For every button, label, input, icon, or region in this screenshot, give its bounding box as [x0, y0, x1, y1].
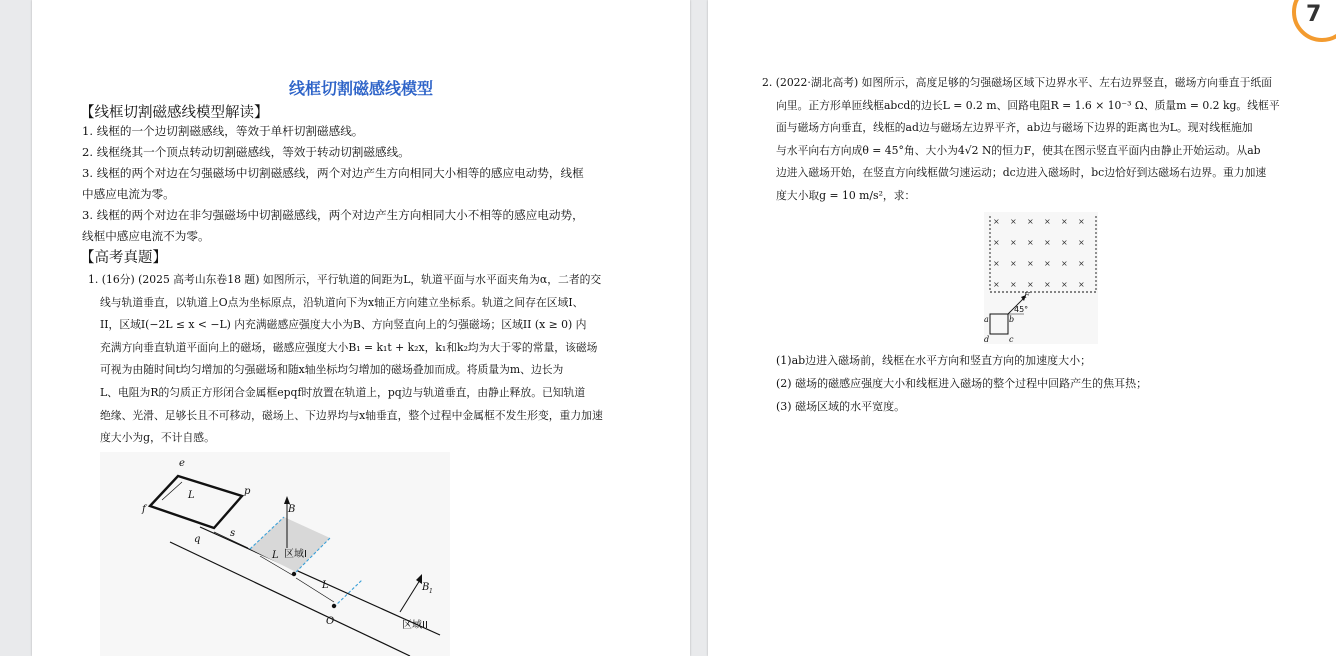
problem-2-line: 2. (2022·湖北高考) 如图所示，高度足够的匀强磁场区域下边界水平、左右边界竖直，磁场方向垂直于纸面: [762, 76, 1272, 89]
label-q: q: [194, 534, 201, 545]
figure-rails-diagram: [100, 452, 450, 656]
problem-1-line: 可视为由随时间t均匀增加的匀强磁场和随x轴坐标均匀增加的磁场叠加而成。将质量为m、边长为: [100, 363, 564, 377]
point-O: [332, 604, 336, 608]
cross-mark: ×: [1027, 238, 1034, 247]
left-page: [32, 0, 690, 656]
label-region-1: 区域I: [284, 549, 307, 560]
problem-2-line: 面与磁场方向垂直，线框的ad边与磁场左边界平齐，ab边与磁场下边界的距离也为L。现对线框施加: [776, 121, 1253, 135]
page-title: 线框切割磁感线模型: [288, 79, 433, 98]
label-L: L: [272, 550, 279, 561]
cross-mark: ×: [1010, 217, 1017, 226]
exam-heading: 【高考真题】: [80, 250, 167, 266]
problem-2: [762, 72, 1322, 208]
label-B1-sub: 1: [429, 588, 433, 595]
cross-mark: ×: [1027, 217, 1034, 226]
question-1: (1)ab边进入磁场前，线框在水平方向和竖直方向的加速度大小；: [776, 354, 1092, 367]
label-angle: 45°: [1014, 305, 1029, 314]
label-F: F: [1024, 291, 1030, 300]
interpret-item: 3. 线框的两个对边在匀强磁场中切割磁感线，两个对边产生方向相同大小相等的感应电动势，线框: [82, 166, 584, 180]
interpret-heading: 【线框切割磁感线模型解读】: [80, 105, 269, 121]
problem-1: [88, 269, 648, 450]
label-a: a: [984, 315, 989, 324]
cross-mark: ×: [1061, 259, 1068, 268]
problem-1-line: 线与轨道垂直，以轨道上O点为坐标原点，沿轨道向下为x轴正方向建立坐标系。轨道之间存在区域I、: [100, 295, 584, 309]
label-L: L: [322, 580, 329, 591]
page-number-badge: [1292, 0, 1336, 42]
problem-2-line: 边进入磁场开始，在竖直方向线框做匀速运动；dc边进入磁场时，bc边恰好到达磁场右边界。重力加速: [776, 166, 1267, 180]
cross-mark: ×: [1010, 259, 1017, 268]
cross-mark: ×: [1010, 238, 1017, 247]
label-s: s: [230, 528, 236, 539]
problem-2-line: 与水平向右方向成θ = 45°角、大小为4√2 N的恒力F，使其在图示竖直平面内由静止开始运动。从ab: [776, 143, 1261, 157]
cross-mark: ×: [993, 280, 1000, 289]
cross-mark: ×: [1078, 259, 1085, 268]
figure-magnetic-field-diagram: [984, 212, 1098, 344]
question-3: (3) 磁场区域的水平宽度。: [776, 400, 906, 413]
label-b: b: [1009, 315, 1015, 324]
cross-mark: ×: [993, 217, 1000, 226]
cross-mark: ×: [993, 238, 1000, 247]
cross-mark: ×: [1061, 238, 1068, 247]
problem-1-line: 充满方向垂直轨道平面向上的磁场，磁感应强度大小B₁ = k₁t + k₂x，k₁和k₂均为大于零的常量，该磁场: [100, 340, 598, 354]
problem-1-line: 1. (16分) (2025 高考山东卷18 题) 如图所示，平行轨道的间距为L，轨道平面与水平面夹角为α，二者的交: [88, 273, 602, 286]
cross-mark: ×: [1044, 217, 1051, 226]
label-d: d: [984, 335, 990, 344]
label-B: B: [288, 504, 296, 515]
problem-1-line: 度大小为g，不计自感。: [100, 431, 215, 445]
point-marker: [292, 572, 296, 576]
cross-mark: ×: [1044, 238, 1051, 247]
label-e: e: [179, 458, 185, 469]
question-2: (2) 磁场的磁感应强度大小和线框进入磁场的整个过程中回路产生的焦耳热；: [776, 377, 1148, 390]
cross-mark: ×: [1027, 280, 1034, 289]
label-O: O: [326, 616, 335, 627]
cross-mark: ×: [1044, 280, 1051, 289]
interpret-item: 3. 线框的两个对边在非匀强磁场中切割磁感线，两个对边产生方向相同大小不相等的感应电动势，: [82, 208, 584, 222]
interpret-item: 中感应电流为零。: [82, 187, 175, 201]
label-p: p: [244, 486, 251, 497]
label-region-2: 区域II: [402, 620, 428, 631]
label-f: f: [142, 504, 146, 515]
label-B1: B: [422, 582, 430, 593]
problem-1-line: 绝缘、光滑、足够长且不可移动，磁场上、下边界均与x轴垂直，整个过程中金属框不发生形变，重力加速: [100, 408, 603, 422]
interpret-item: 1. 线框的一个边切割磁感线，等效于单杆切割磁感线。: [82, 124, 364, 138]
label-L: L: [188, 490, 195, 501]
cross-mark: ×: [1078, 280, 1085, 289]
problem-1-line: L、电阻为R的匀质正方形闭合金属框epqf时放置在轨道上，pq边与轨道垂直，由静止释放。已知轨道: [100, 385, 586, 399]
interpret-item: 2. 线框绕其一个顶点转动切割磁感线，等效于转动切割磁感线。: [82, 145, 410, 159]
cross-mark: ×: [1027, 259, 1034, 268]
cross-mark: ×: [1061, 280, 1068, 289]
cross-mark: ×: [993, 259, 1000, 268]
cross-mark: ×: [1010, 280, 1017, 289]
cross-mark: ×: [1078, 217, 1085, 226]
cross-mark: ×: [1078, 238, 1085, 247]
page-number: 7: [1306, 2, 1322, 27]
interpret-item: 线框中感应电流不为零。: [82, 229, 210, 243]
cross-mark: ×: [1044, 259, 1051, 268]
problem-2-line: 度大小取g = 10 m/s²，求：: [776, 188, 916, 202]
problem-2-line: 向里。正方形单匝线框abcd的边长L = 0.2 m、回路电阻R = 1.6 × 10⁻³ Ω、质量m = 0.2 kg。线框平: [776, 98, 1280, 112]
right-page: [708, 0, 1336, 656]
cross-mark: ×: [1061, 217, 1068, 226]
label-c: c: [1009, 335, 1014, 344]
problem-1-line: II，区域I(−2L ≤ x < −L) 内充满磁感应强度大小为B、方向竖直向上的匀强磁场；区域II (x ≥ 0) 内: [100, 318, 587, 332]
interpret-list: [82, 121, 642, 247]
